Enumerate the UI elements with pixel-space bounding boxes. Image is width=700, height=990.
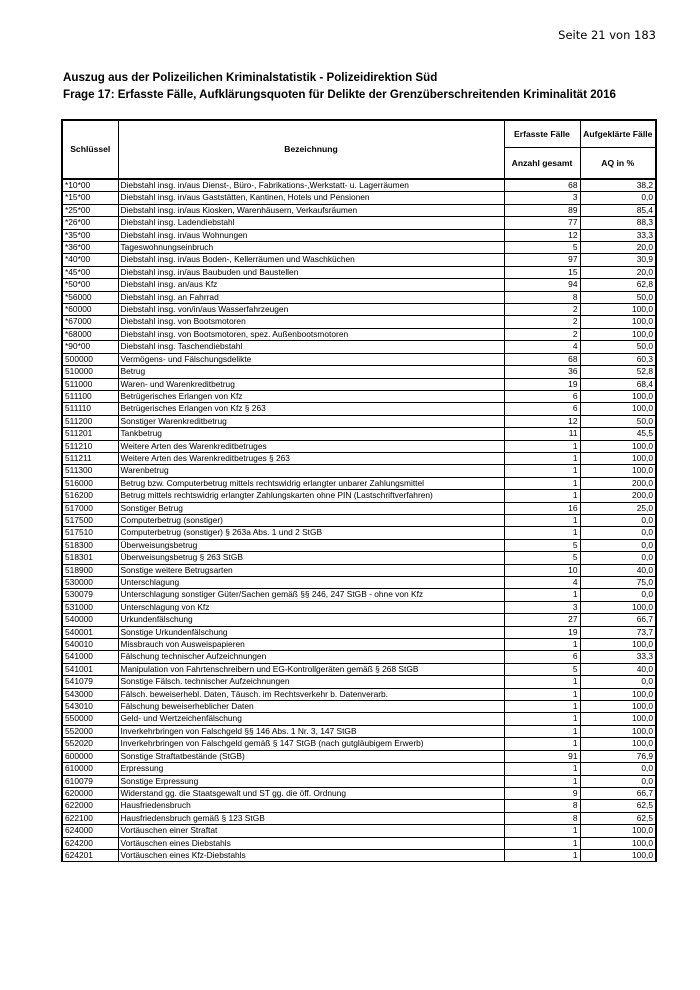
row-clearance-rate: 100,0: [580, 849, 656, 861]
table-row: [62, 577, 656, 589]
row-cases-count: 3: [504, 601, 580, 613]
header-cleared: Aufgeklärte Fälle: [580, 120, 656, 148]
table-row: [62, 701, 656, 713]
row-clearance-rate: 73,7: [580, 626, 656, 638]
row-key: 530000: [62, 577, 118, 589]
row-key: *35*00: [62, 229, 118, 241]
table-row: [62, 849, 656, 861]
table-header: [62, 120, 656, 179]
row-description: Überweisungsbetrug: [118, 539, 504, 551]
row-key: *90*00: [62, 341, 118, 353]
row-cases-count: 1: [504, 514, 580, 526]
row-key: *26*00: [62, 217, 118, 229]
row-clearance-rate: 66,7: [580, 614, 656, 626]
row-key: 517500: [62, 514, 118, 526]
row-key: 511211: [62, 452, 118, 464]
row-key: *25*00: [62, 204, 118, 216]
row-key: *67000: [62, 316, 118, 328]
table-row: [62, 639, 656, 651]
row-description: Sonstige Straftatbestände (StGB): [118, 750, 504, 762]
row-clearance-rate: 0,0: [580, 527, 656, 539]
row-cases-count: 97: [504, 254, 580, 266]
table-row: [62, 725, 656, 737]
row-description: Warenbetrug: [118, 465, 504, 477]
row-clearance-rate: 40,0: [580, 564, 656, 576]
row-description: Diebstahl insg. von/in/aus Wasserfahrzeugen: [118, 304, 504, 316]
row-cases-count: 1: [504, 837, 580, 849]
header-cases-sub: Anzahl gesamt: [504, 148, 580, 180]
row-cases-count: 27: [504, 614, 580, 626]
table-row: [62, 477, 656, 489]
row-key: 610079: [62, 775, 118, 787]
row-clearance-rate: 100,0: [580, 601, 656, 613]
row-key: 552020: [62, 738, 118, 750]
table-row: [62, 514, 656, 526]
table-body: [62, 179, 656, 862]
header-name: Bezeichnung: [118, 120, 504, 179]
row-cases-count: 15: [504, 266, 580, 278]
row-cases-count: 5: [504, 663, 580, 675]
row-description: Sonstige weitere Betrugsarten: [118, 564, 504, 576]
row-clearance-rate: 100,0: [580, 440, 656, 452]
table-row: [62, 539, 656, 551]
table-row: [62, 242, 656, 254]
table-row: [62, 229, 656, 241]
row-clearance-rate: 33,3: [580, 229, 656, 241]
table-row: [62, 266, 656, 278]
row-description: Computerbetrug (sonstiger) § 263a Abs. 1 und 2 StGB: [118, 527, 504, 539]
row-key: 516200: [62, 490, 118, 502]
row-key: 624200: [62, 837, 118, 849]
table-row: [62, 415, 656, 427]
row-description: Diebstahl insg. Ladendiebstahl: [118, 217, 504, 229]
row-description: Manipulation von Fahrtenschreibern und EG-Kontrollgeräten gemäß § 268 StGB: [118, 663, 504, 675]
row-cases-count: 6: [504, 403, 580, 415]
row-key: 622100: [62, 812, 118, 824]
row-description: Betrug bzw. Computerbetrug mittels rechtswidrig erlangter unbarer Zahlungsmittel: [118, 477, 504, 489]
row-cases-count: 2: [504, 328, 580, 340]
row-cases-count: 19: [504, 378, 580, 390]
row-key: *50*00: [62, 279, 118, 291]
row-cases-count: 68: [504, 353, 580, 365]
row-cases-count: 1: [504, 589, 580, 601]
row-key: *36*00: [62, 242, 118, 254]
row-key: 517000: [62, 502, 118, 514]
row-description: Diebstahl insg. in/aus Gaststätten, Kantinen, Hotels und Pensionen: [118, 192, 504, 204]
row-description: Tankbetrug: [118, 428, 504, 440]
row-description: Diebstahl insg. in/aus Baubuden und Baustellen: [118, 266, 504, 278]
row-key: 511200: [62, 415, 118, 427]
row-cases-count: 1: [504, 676, 580, 688]
row-description: Missbrauch von Ausweispapieren: [118, 639, 504, 651]
row-cases-count: 1: [504, 452, 580, 464]
row-key: *15*00: [62, 192, 118, 204]
row-clearance-rate: 88,3: [580, 217, 656, 229]
row-clearance-rate: 50,0: [580, 415, 656, 427]
row-description: Waren- und Warenkreditbetrug: [118, 378, 504, 390]
row-key: 518301: [62, 552, 118, 564]
row-description: Betrug mittels rechtswidrig erlangter Zahlungskarten ohne PIN (Lastschriftverfahren): [118, 490, 504, 502]
row-cases-count: 1: [504, 527, 580, 539]
row-key: 531000: [62, 601, 118, 613]
table-row: [62, 341, 656, 353]
row-description: Inverkehrbringen von Falschgeld gemäß § 147 StGB (nach gutgläubigem Erwerb): [118, 738, 504, 750]
table-row: [62, 353, 656, 365]
row-key: 540000: [62, 614, 118, 626]
row-key: 518300: [62, 539, 118, 551]
row-cases-count: 6: [504, 651, 580, 663]
row-description: Computerbetrug (sonstiger): [118, 514, 504, 526]
row-cases-count: 2: [504, 316, 580, 328]
table-row: [62, 465, 656, 477]
row-cases-count: 36: [504, 366, 580, 378]
title-line-1: Auszug aus der Polizeilichen Kriminalstatistik - Polizeidirektion Süd: [63, 71, 438, 84]
row-description: Diebstahl insg. Taschendiebstahl: [118, 341, 504, 353]
row-clearance-rate: 0,0: [580, 552, 656, 564]
header-cases: Erfasste Fälle: [504, 120, 580, 148]
row-clearance-rate: 68,4: [580, 378, 656, 390]
row-key: 511000: [62, 378, 118, 390]
row-key: 518900: [62, 564, 118, 576]
row-cases-count: 1: [504, 477, 580, 489]
row-description: Betrügerisches Erlangen von Kfz: [118, 390, 504, 402]
row-cases-count: 89: [504, 204, 580, 216]
row-key: 510000: [62, 366, 118, 378]
row-key: 600000: [62, 750, 118, 762]
row-clearance-rate: 100,0: [580, 452, 656, 464]
row-clearance-rate: 62,8: [580, 279, 656, 291]
row-description: Unterschlagung von Kfz: [118, 601, 504, 613]
table-row: [62, 800, 656, 812]
table-row: [62, 316, 656, 328]
table-row: [62, 291, 656, 303]
row-cases-count: 1: [504, 713, 580, 725]
row-clearance-rate: 0,0: [580, 676, 656, 688]
row-key: 530079: [62, 589, 118, 601]
row-description: Urkundenfälschung: [118, 614, 504, 626]
row-cases-count: 91: [504, 750, 580, 762]
row-description: Vermögens- und Fälschungsdelikte: [118, 353, 504, 365]
row-cases-count: 2: [504, 304, 580, 316]
table-row: [62, 328, 656, 340]
row-key: *40*00: [62, 254, 118, 266]
row-clearance-rate: 100,0: [580, 825, 656, 837]
row-description: Weitere Arten des Warenkreditbetruges § 263: [118, 452, 504, 464]
row-key: *10*00: [62, 179, 118, 192]
row-cases-count: 1: [504, 701, 580, 713]
title-line-2: Frage 17: Erfasste Fälle, Aufklärungsquoten für Delikte der Grenzüberschreitenden Kriminalität 2016: [63, 88, 617, 101]
row-key: 500000: [62, 353, 118, 365]
table-row: [62, 601, 656, 613]
row-description: Sonstige Erpressung: [118, 775, 504, 787]
row-description: Hausfriedensbruch: [118, 800, 504, 812]
row-description: Betrug: [118, 366, 504, 378]
row-description: Vortäuschen einer Straftat: [118, 825, 504, 837]
row-clearance-rate: 100,0: [580, 465, 656, 477]
row-clearance-rate: 52,8: [580, 366, 656, 378]
header-key: Schlüssel: [62, 120, 118, 179]
row-description: Sonstiger Warenkreditbetrug: [118, 415, 504, 427]
row-cases-count: 6: [504, 390, 580, 402]
row-clearance-rate: 100,0: [580, 403, 656, 415]
row-key: 511210: [62, 440, 118, 452]
table-row: [62, 254, 656, 266]
row-description: Diebstahl insg. von Bootsmotoren, spez. Außenbootsmotoren: [118, 328, 504, 340]
row-key: 511100: [62, 390, 118, 402]
row-clearance-rate: 0,0: [580, 514, 656, 526]
row-clearance-rate: 62,5: [580, 812, 656, 824]
row-cases-count: 10: [504, 564, 580, 576]
row-key: *68000: [62, 328, 118, 340]
row-cases-count: 9: [504, 787, 580, 799]
row-description: Inverkehrbringen von Falschgeld §§ 146 Abs. 1 Nr. 3, 147 StGB: [118, 725, 504, 737]
table-row: [62, 366, 656, 378]
table-row: [62, 651, 656, 663]
row-clearance-rate: 20,0: [580, 242, 656, 254]
row-cases-count: 94: [504, 279, 580, 291]
table-row: [62, 217, 656, 229]
table-row: [62, 775, 656, 787]
table-row: [62, 440, 656, 452]
table-row: [62, 490, 656, 502]
row-key: 543010: [62, 701, 118, 713]
row-clearance-rate: 100,0: [580, 738, 656, 750]
row-clearance-rate: 0,0: [580, 539, 656, 551]
row-description: Geld- und Wertzeichenfälschung: [118, 713, 504, 725]
row-cases-count: 1: [504, 763, 580, 775]
row-cases-count: 8: [504, 291, 580, 303]
table-row: [62, 564, 656, 576]
row-key: *45*00: [62, 266, 118, 278]
row-key: 543000: [62, 688, 118, 700]
row-cases-count: 1: [504, 725, 580, 737]
row-key: 540010: [62, 639, 118, 651]
row-clearance-rate: 100,0: [580, 713, 656, 725]
row-cases-count: 77: [504, 217, 580, 229]
row-description: Diebstahl insg. in/aus Wohnungen: [118, 229, 504, 241]
header-cleared-sub: AQ in %: [580, 148, 656, 180]
table-row: [62, 626, 656, 638]
row-clearance-rate: 0,0: [580, 763, 656, 775]
row-clearance-rate: 85,4: [580, 204, 656, 216]
row-clearance-rate: 66,7: [580, 787, 656, 799]
table-row: [62, 502, 656, 514]
row-cases-count: 5: [504, 242, 580, 254]
row-clearance-rate: 100,0: [580, 328, 656, 340]
row-key: 624000: [62, 825, 118, 837]
row-description: Überweisungsbetrug § 263 StGB: [118, 552, 504, 564]
table-row: [62, 204, 656, 216]
row-key: 541000: [62, 651, 118, 663]
table-row: [62, 403, 656, 415]
row-cases-count: 8: [504, 800, 580, 812]
row-clearance-rate: 0,0: [580, 589, 656, 601]
table-row: [62, 663, 656, 675]
row-description: Sonstiger Betrug: [118, 502, 504, 514]
row-cases-count: 5: [504, 552, 580, 564]
row-clearance-rate: 100,0: [580, 304, 656, 316]
row-clearance-rate: 20,0: [580, 266, 656, 278]
row-clearance-rate: 75,0: [580, 577, 656, 589]
table-row: [62, 787, 656, 799]
row-description: Widerstand gg. die Staatsgewalt und ST gg. die öff. Ordnung: [118, 787, 504, 799]
table-row: [62, 192, 656, 204]
document-title: [63, 69, 616, 103]
table-row: [62, 527, 656, 539]
row-cases-count: 1: [504, 440, 580, 452]
row-cases-count: 3: [504, 192, 580, 204]
row-clearance-rate: 100,0: [580, 639, 656, 651]
row-cases-count: 4: [504, 577, 580, 589]
row-cases-count: 1: [504, 490, 580, 502]
row-clearance-rate: 30,9: [580, 254, 656, 266]
row-key: 540001: [62, 626, 118, 638]
row-cases-count: 68: [504, 179, 580, 192]
row-key: 517510: [62, 527, 118, 539]
row-description: Unterschlagung sonstiger Güter/Sachen gemäß §§ 246, 247 StGB - ohne von Kfz: [118, 589, 504, 601]
row-cases-count: 4: [504, 341, 580, 353]
row-key: 620000: [62, 787, 118, 799]
row-clearance-rate: 33,3: [580, 651, 656, 663]
row-clearance-rate: 0,0: [580, 192, 656, 204]
row-cases-count: 8: [504, 812, 580, 824]
row-clearance-rate: 200,0: [580, 490, 656, 502]
row-description: Diebstahl insg. an/aus Kfz: [118, 279, 504, 291]
row-description: Diebstahl insg. von Bootsmotoren: [118, 316, 504, 328]
row-key: *60000: [62, 304, 118, 316]
row-description: Fälsch. beweiserhebl. Daten, Täusch. im Rechtsverkehr b. Datenverarb.: [118, 688, 504, 700]
table-row: [62, 837, 656, 849]
row-cases-count: 1: [504, 775, 580, 787]
row-description: Diebstahl insg. in/aus Boden-, Kellerräumen und Waschküchen: [118, 254, 504, 266]
row-clearance-rate: 62,5: [580, 800, 656, 812]
row-cases-count: 1: [504, 849, 580, 861]
table-row: [62, 688, 656, 700]
row-key: 622000: [62, 800, 118, 812]
row-cases-count: 1: [504, 825, 580, 837]
row-description: Fälschung beweiserheblicher Daten: [118, 701, 504, 713]
row-clearance-rate: 50,0: [580, 341, 656, 353]
row-cases-count: 16: [504, 502, 580, 514]
table-row: [62, 614, 656, 626]
row-clearance-rate: 50,0: [580, 291, 656, 303]
row-key: 624201: [62, 849, 118, 861]
table-row: [62, 713, 656, 725]
row-clearance-rate: 0,0: [580, 775, 656, 787]
page-number: Seite 21 von 183: [558, 28, 656, 42]
row-clearance-rate: 200,0: [580, 477, 656, 489]
row-cases-count: 1: [504, 465, 580, 477]
table-row: [62, 304, 656, 316]
row-cases-count: 11: [504, 428, 580, 440]
table-row: [62, 179, 656, 192]
row-clearance-rate: 100,0: [580, 390, 656, 402]
table-row: [62, 812, 656, 824]
row-key: 610000: [62, 763, 118, 775]
row-cases-count: 1: [504, 738, 580, 750]
row-clearance-rate: 100,0: [580, 725, 656, 737]
row-key: 511201: [62, 428, 118, 440]
table-row: [62, 552, 656, 564]
row-clearance-rate: 100,0: [580, 316, 656, 328]
row-clearance-rate: 100,0: [580, 688, 656, 700]
row-description: Sonstige Urkundenfälschung: [118, 626, 504, 638]
row-key: *56000: [62, 291, 118, 303]
row-clearance-rate: 40,0: [580, 663, 656, 675]
row-cases-count: 1: [504, 639, 580, 651]
row-cases-count: 12: [504, 229, 580, 241]
table-row: [62, 763, 656, 775]
row-description: Hausfriedensbruch gemäß § 123 StGB: [118, 812, 504, 824]
row-key: 541079: [62, 676, 118, 688]
row-description: Betrügerisches Erlangen von Kfz § 263: [118, 403, 504, 415]
table-row: [62, 378, 656, 390]
row-clearance-rate: 25,0: [580, 502, 656, 514]
table-row: [62, 589, 656, 601]
row-clearance-rate: 100,0: [580, 837, 656, 849]
row-clearance-rate: 45,5: [580, 428, 656, 440]
row-key: 511110: [62, 403, 118, 415]
row-key: 511300: [62, 465, 118, 477]
row-clearance-rate: 100,0: [580, 701, 656, 713]
table-row: [62, 452, 656, 464]
row-key: 552000: [62, 725, 118, 737]
row-key: 516000: [62, 477, 118, 489]
row-cases-count: 5: [504, 539, 580, 551]
row-description: Vortäuschen eines Kfz-Diebstahls: [118, 849, 504, 861]
table-row: [62, 428, 656, 440]
row-description: Sonstige Fälsch. technischer Aufzeichnungen: [118, 676, 504, 688]
table-row: [62, 750, 656, 762]
row-description: Fälschung technischer Aufzeichnungen: [118, 651, 504, 663]
row-cases-count: 1: [504, 688, 580, 700]
row-description: Diebstahl insg. an Fahrrad: [118, 291, 504, 303]
table-row: [62, 825, 656, 837]
row-cases-count: 12: [504, 415, 580, 427]
row-description: Vortäuschen eines Diebstahls: [118, 837, 504, 849]
statistics-table: [61, 119, 657, 862]
row-description: Diebstahl insg. in/aus Dienst-, Büro-, Fabrikations-,Werkstatt- u. Lagerräumen: [118, 179, 504, 192]
row-description: Unterschlagung: [118, 577, 504, 589]
row-description: Weitere Arten des Warenkreditbetruges: [118, 440, 504, 452]
row-description: Diebstahl insg. in/aus Kiosken, Warenhäusern, Verkaufsräumen: [118, 204, 504, 216]
row-clearance-rate: 76,9: [580, 750, 656, 762]
table-row: [62, 390, 656, 402]
table-row: [62, 738, 656, 750]
table-row: [62, 676, 656, 688]
row-clearance-rate: 38,2: [580, 179, 656, 192]
row-description: Erpressung: [118, 763, 504, 775]
row-cases-count: 19: [504, 626, 580, 638]
row-clearance-rate: 60,3: [580, 353, 656, 365]
table-row: [62, 279, 656, 291]
row-description: Tageswohnungseinbruch: [118, 242, 504, 254]
row-key: 550000: [62, 713, 118, 725]
row-key: 541001: [62, 663, 118, 675]
